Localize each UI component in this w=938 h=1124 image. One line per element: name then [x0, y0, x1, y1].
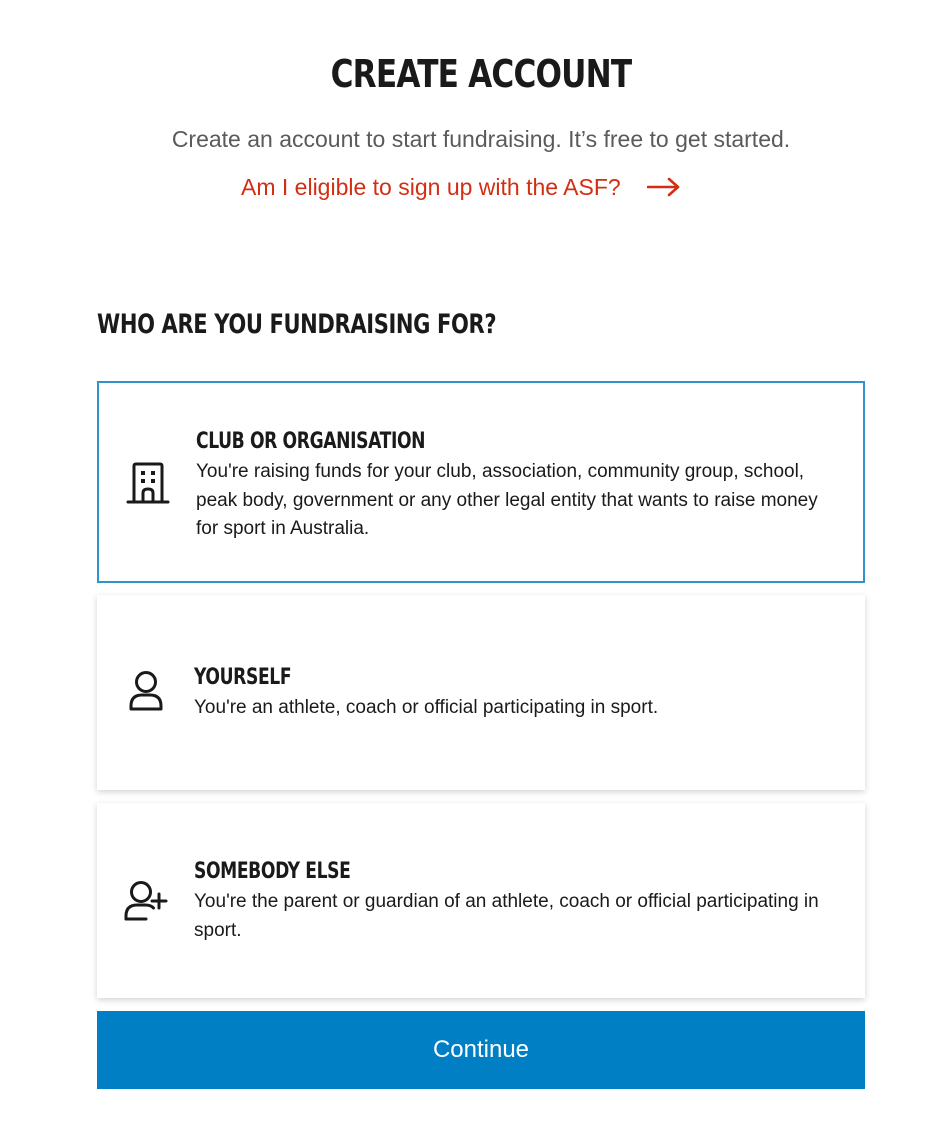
section-heading: WHO ARE YOU FUNDRAISING FOR? [97, 309, 497, 340]
option-description: You're raising funds for your club, association, community group, school, peak body, government or any other legal entity that wants to raise money for sport in Australia. [196, 461, 818, 539]
page-title: CREATE ACCOUNT [330, 52, 632, 96]
page-subtitle: Create an account to start fundraising. It’s free to get started. [171, 126, 791, 152]
arrow-right-icon [647, 177, 681, 197]
eligibility-link[interactable] [241, 172, 681, 202]
option-club-organisation[interactable] [97, 381, 865, 583]
option-somebody-else[interactable] [97, 803, 865, 998]
eligibility-link-label: Am I eligible to sign up with the ASF? [241, 174, 621, 200]
user-plus-icon [124, 879, 168, 923]
option-title: CLUB OR ORGANISATION [196, 429, 426, 454]
building-icon [126, 461, 170, 505]
continue-button[interactable]: Continue [97, 1011, 865, 1089]
user-icon [124, 669, 168, 713]
option-yourself[interactable] [97, 595, 865, 790]
option-description: You're an athlete, coach or official participating in sport. [194, 697, 659, 718]
option-title: YOURSELF [194, 665, 292, 690]
option-description: You're the parent or guardian of an athlete, coach or official participating in sport. [194, 891, 819, 941]
option-title: SOMEBODY ELSE [194, 859, 351, 884]
